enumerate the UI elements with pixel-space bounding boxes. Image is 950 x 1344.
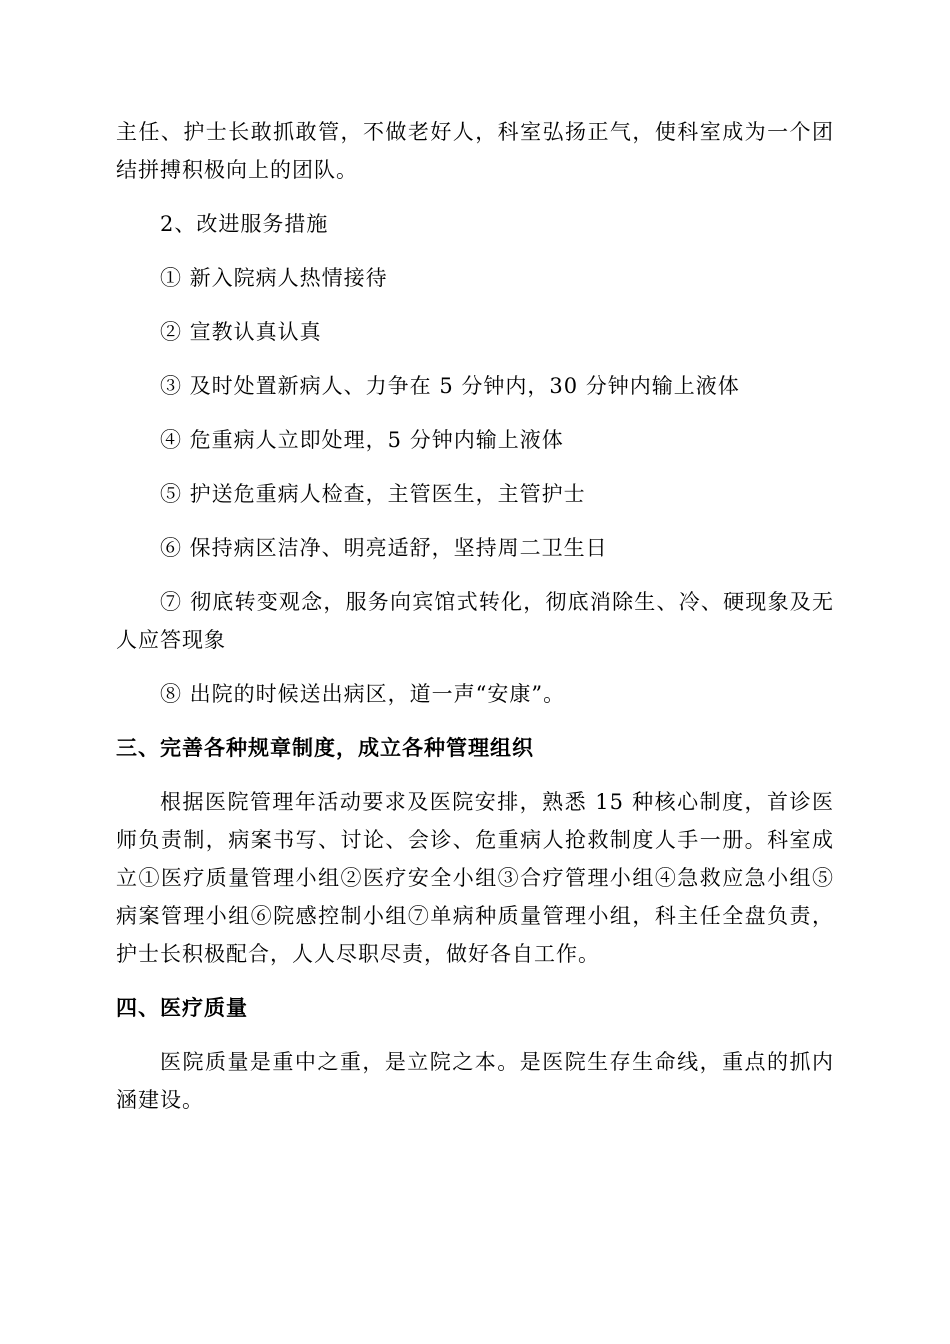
list-item: ⑤ 护送危重病人检查，主管医生，主管护士 — [160, 482, 586, 506]
section-heading-rules: 三、完善各种规章制度，成立各种管理组织 — [116, 736, 534, 760]
list-item: ② 宣教认真认真 — [160, 320, 322, 344]
list-item: ⑧ 出院的时候送出病区，道一声“安康”。 — [160, 682, 566, 706]
paragraph-team: 主任、护士长敢抓敢管，不做老好人，科室弘扬正气，使科室成为一个团结拼搏积极向上的团队。 — [116, 120, 834, 182]
list-item: ④ 危重病人立即处理，5 分钟内输上液体 — [160, 428, 564, 452]
paragraph-rules: 根据医院管理年活动要求及医院安排，熟悉 15 种核心制度，首诊医师负责制，病案书写、讨论、会诊、危重病人抢救制度人手一册。科室成立①医疗质量管理小组②医疗安全小组③合疗管理小组④急救应急小组⑤病案管理小组⑥院感控制小组⑦单病种质量管理小组，科主任全盘负责，护士长积极配合，人人尽职尽责，做好各自工作。 — [116, 790, 834, 966]
list-item: ⑥ 保持病区洁净、明亮适舒，坚持周二卫生日 — [160, 536, 608, 560]
list-item: ⑦ 彻底转变观念，服务向宾馆式转化，彻底消除生、冷、硬现象及无人应答现象 — [116, 590, 834, 652]
paragraph-quality: 医院质量是重中之重，是立院之本。是医院生存生命线，重点的抓内涵建设。 — [116, 1050, 834, 1112]
list-item: ① 新入院病人热情接待 — [160, 266, 388, 290]
subheading-service-measures: 2、改进服务措施 — [160, 212, 329, 236]
list-item: ③ 及时处置新病人、力争在 5 分钟内，30 分钟内输上液体 — [160, 374, 740, 398]
section-heading-quality: 四、医疗质量 — [116, 996, 248, 1020]
document-body — [116, 113, 834, 1119]
